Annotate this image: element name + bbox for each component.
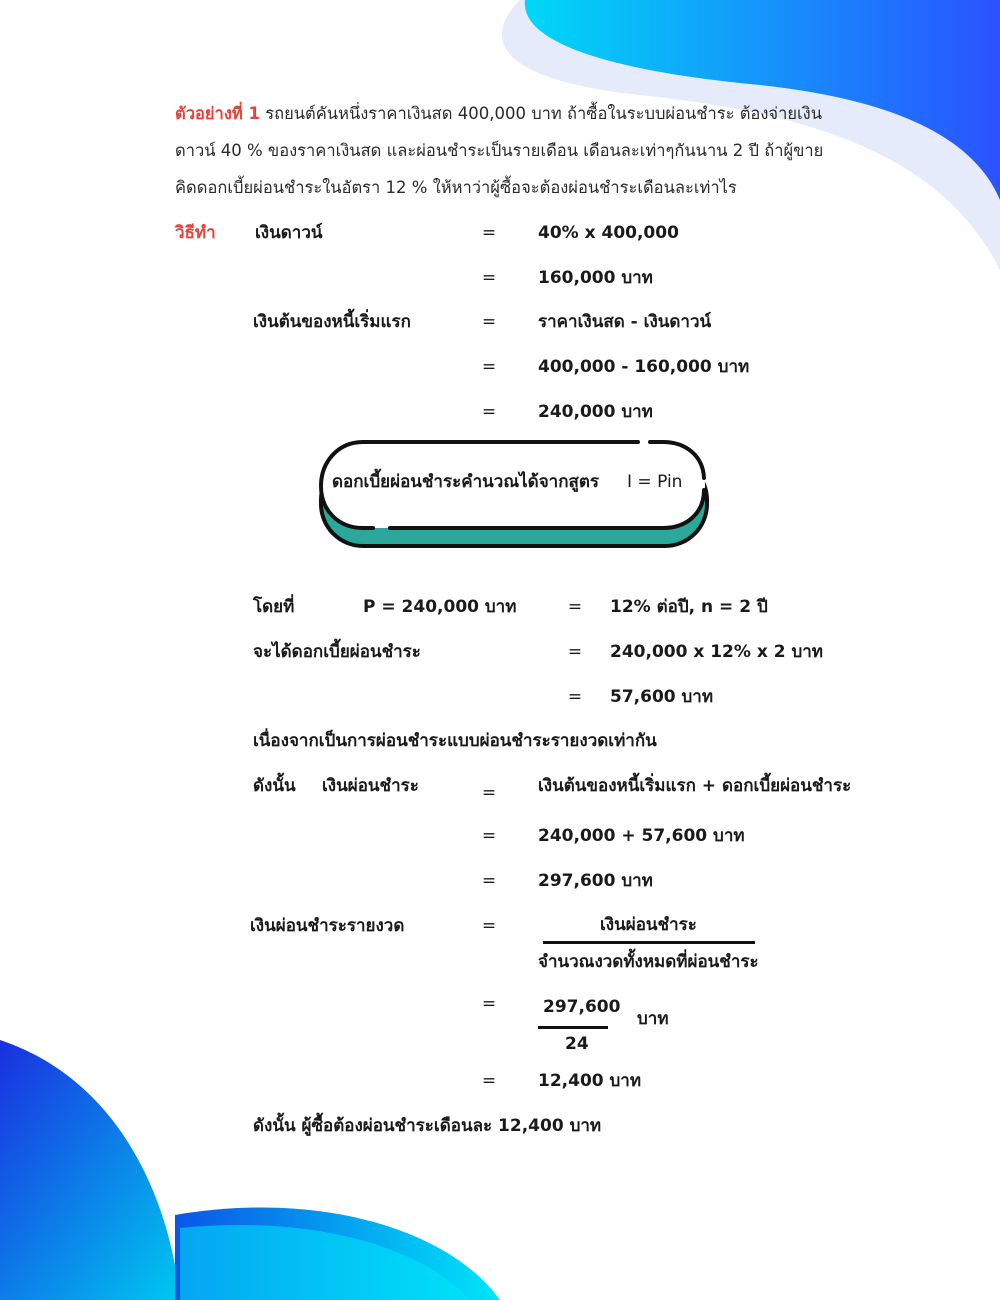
equals-sign: = — [481, 916, 497, 936]
total-payment-label: เงินผ่อนชำระ — [322, 776, 419, 796]
equals-sign: = — [481, 223, 497, 243]
principal-label: เงินต้นของหนี้เริ่มแรก — [253, 312, 411, 332]
down-payment-label: เงินดาวน์ — [255, 223, 323, 243]
equals-sign: = — [567, 642, 583, 662]
fraction-unit: บาท — [637, 1009, 669, 1029]
bottom-left-wave — [0, 1040, 180, 1300]
equals-sign: = — [481, 268, 497, 288]
formula-expression: I = Pin — [627, 472, 683, 492]
principal-value: P = 240,000 บาท — [363, 597, 517, 617]
fraction-numerator-value: 297,600 — [543, 997, 621, 1017]
principal-step-3: 240,000 บาท — [538, 402, 653, 422]
installment-result: 12,400 บาท — [538, 1071, 642, 1091]
equals-sign: = — [481, 994, 497, 1014]
fraction-bar — [543, 941, 755, 944]
interest-step-2: 57,600 บาท — [610, 687, 714, 707]
equals-sign: = — [481, 312, 497, 332]
interest-step-1: 240,000 x 12% x 2 บาท — [610, 642, 824, 662]
equals-sign: = — [567, 597, 583, 617]
reason-text: เนื่องจากเป็นการผ่อนชำระแบบผ่อนชำระรายงวดเท่ากัน — [253, 731, 657, 751]
equals-sign: = — [481, 871, 497, 891]
problem-line-1 — [175, 103, 822, 125]
formula-description: ดอกเบี้ยผ่อนชำระคำนวณได้จากสูตร — [332, 472, 600, 492]
fraction-denominator: จำนวณงวดทั้งหมดที่ผ่อนชำระ — [538, 952, 759, 972]
fraction-numerator: เงินผ่อนชำระ — [600, 915, 697, 935]
formula-box — [318, 438, 710, 550]
problem-line-3: คิดดอกเบี้ยผ่อนชำระในอัตรา 12 % ให้หาว่าผู้ซื้อจะต้องผ่อนชำระเดือนละเท่าไร — [175, 178, 737, 197]
equals-sign: = — [481, 1071, 497, 1091]
principal-step-1: ราคาเงินสด - เงินดาวน์ — [538, 312, 712, 332]
problem-line-2: ดาวน์ 40 % ของราคาเงินสด และผ่อนชำระเป็นรายเดือน เดือนละเท่าๆกันนาน 2 ปี ถ้าผู้ขาย — [175, 141, 824, 160]
installment-label: เงินผ่อนชำระรายงวด — [250, 916, 405, 936]
equals-sign: = — [567, 687, 583, 707]
total-step-3: 297,600 บาท — [538, 871, 653, 891]
equals-sign: = — [481, 402, 497, 422]
example-label: ตัวอย่างที่ 1 — [175, 104, 260, 123]
rate-and-period: 12% ต่อปี, n = 2 ปี — [610, 597, 768, 617]
formula-box-shape — [318, 438, 710, 550]
where-label: โดยที่ — [253, 597, 295, 617]
equals-sign: = — [481, 357, 497, 377]
problem-text-1: รถยนต์คันหนึ่งราคาเงินสด 400,000 บาท ถ้าซื้อในระบบผ่อนชำระ ต้องจ่ายเงิน — [265, 104, 822, 123]
principal-step-2: 400,000 - 160,000 บาท — [538, 357, 750, 377]
fraction-bar-value — [538, 1026, 608, 1029]
interest-label: จะได้ดอกเบี้ยผ่อนชำระ — [253, 642, 421, 662]
solution-label: วิธีทำ — [175, 223, 216, 243]
down-payment-step-2: 160,000 บาท — [538, 268, 653, 288]
equals-sign: = — [481, 826, 497, 846]
down-payment-step-1: 40% x 400,000 — [538, 223, 679, 243]
equals-sign: = — [481, 783, 497, 803]
fraction-denominator-value: 24 — [565, 1034, 589, 1054]
total-step-2: 240,000 + 57,600 บาท — [538, 826, 745, 846]
therefore-label: ดังนั้น — [253, 776, 296, 796]
total-step-1: เงินต้นของหนี้เริ่มแรก + ดอกเบี้ยผ่อนชำระ — [538, 776, 852, 796]
conclusion-text: ดังนั้น ผู้ซื้อต้องผ่อนชำระเดือนละ 12,400 บาท — [253, 1116, 602, 1136]
